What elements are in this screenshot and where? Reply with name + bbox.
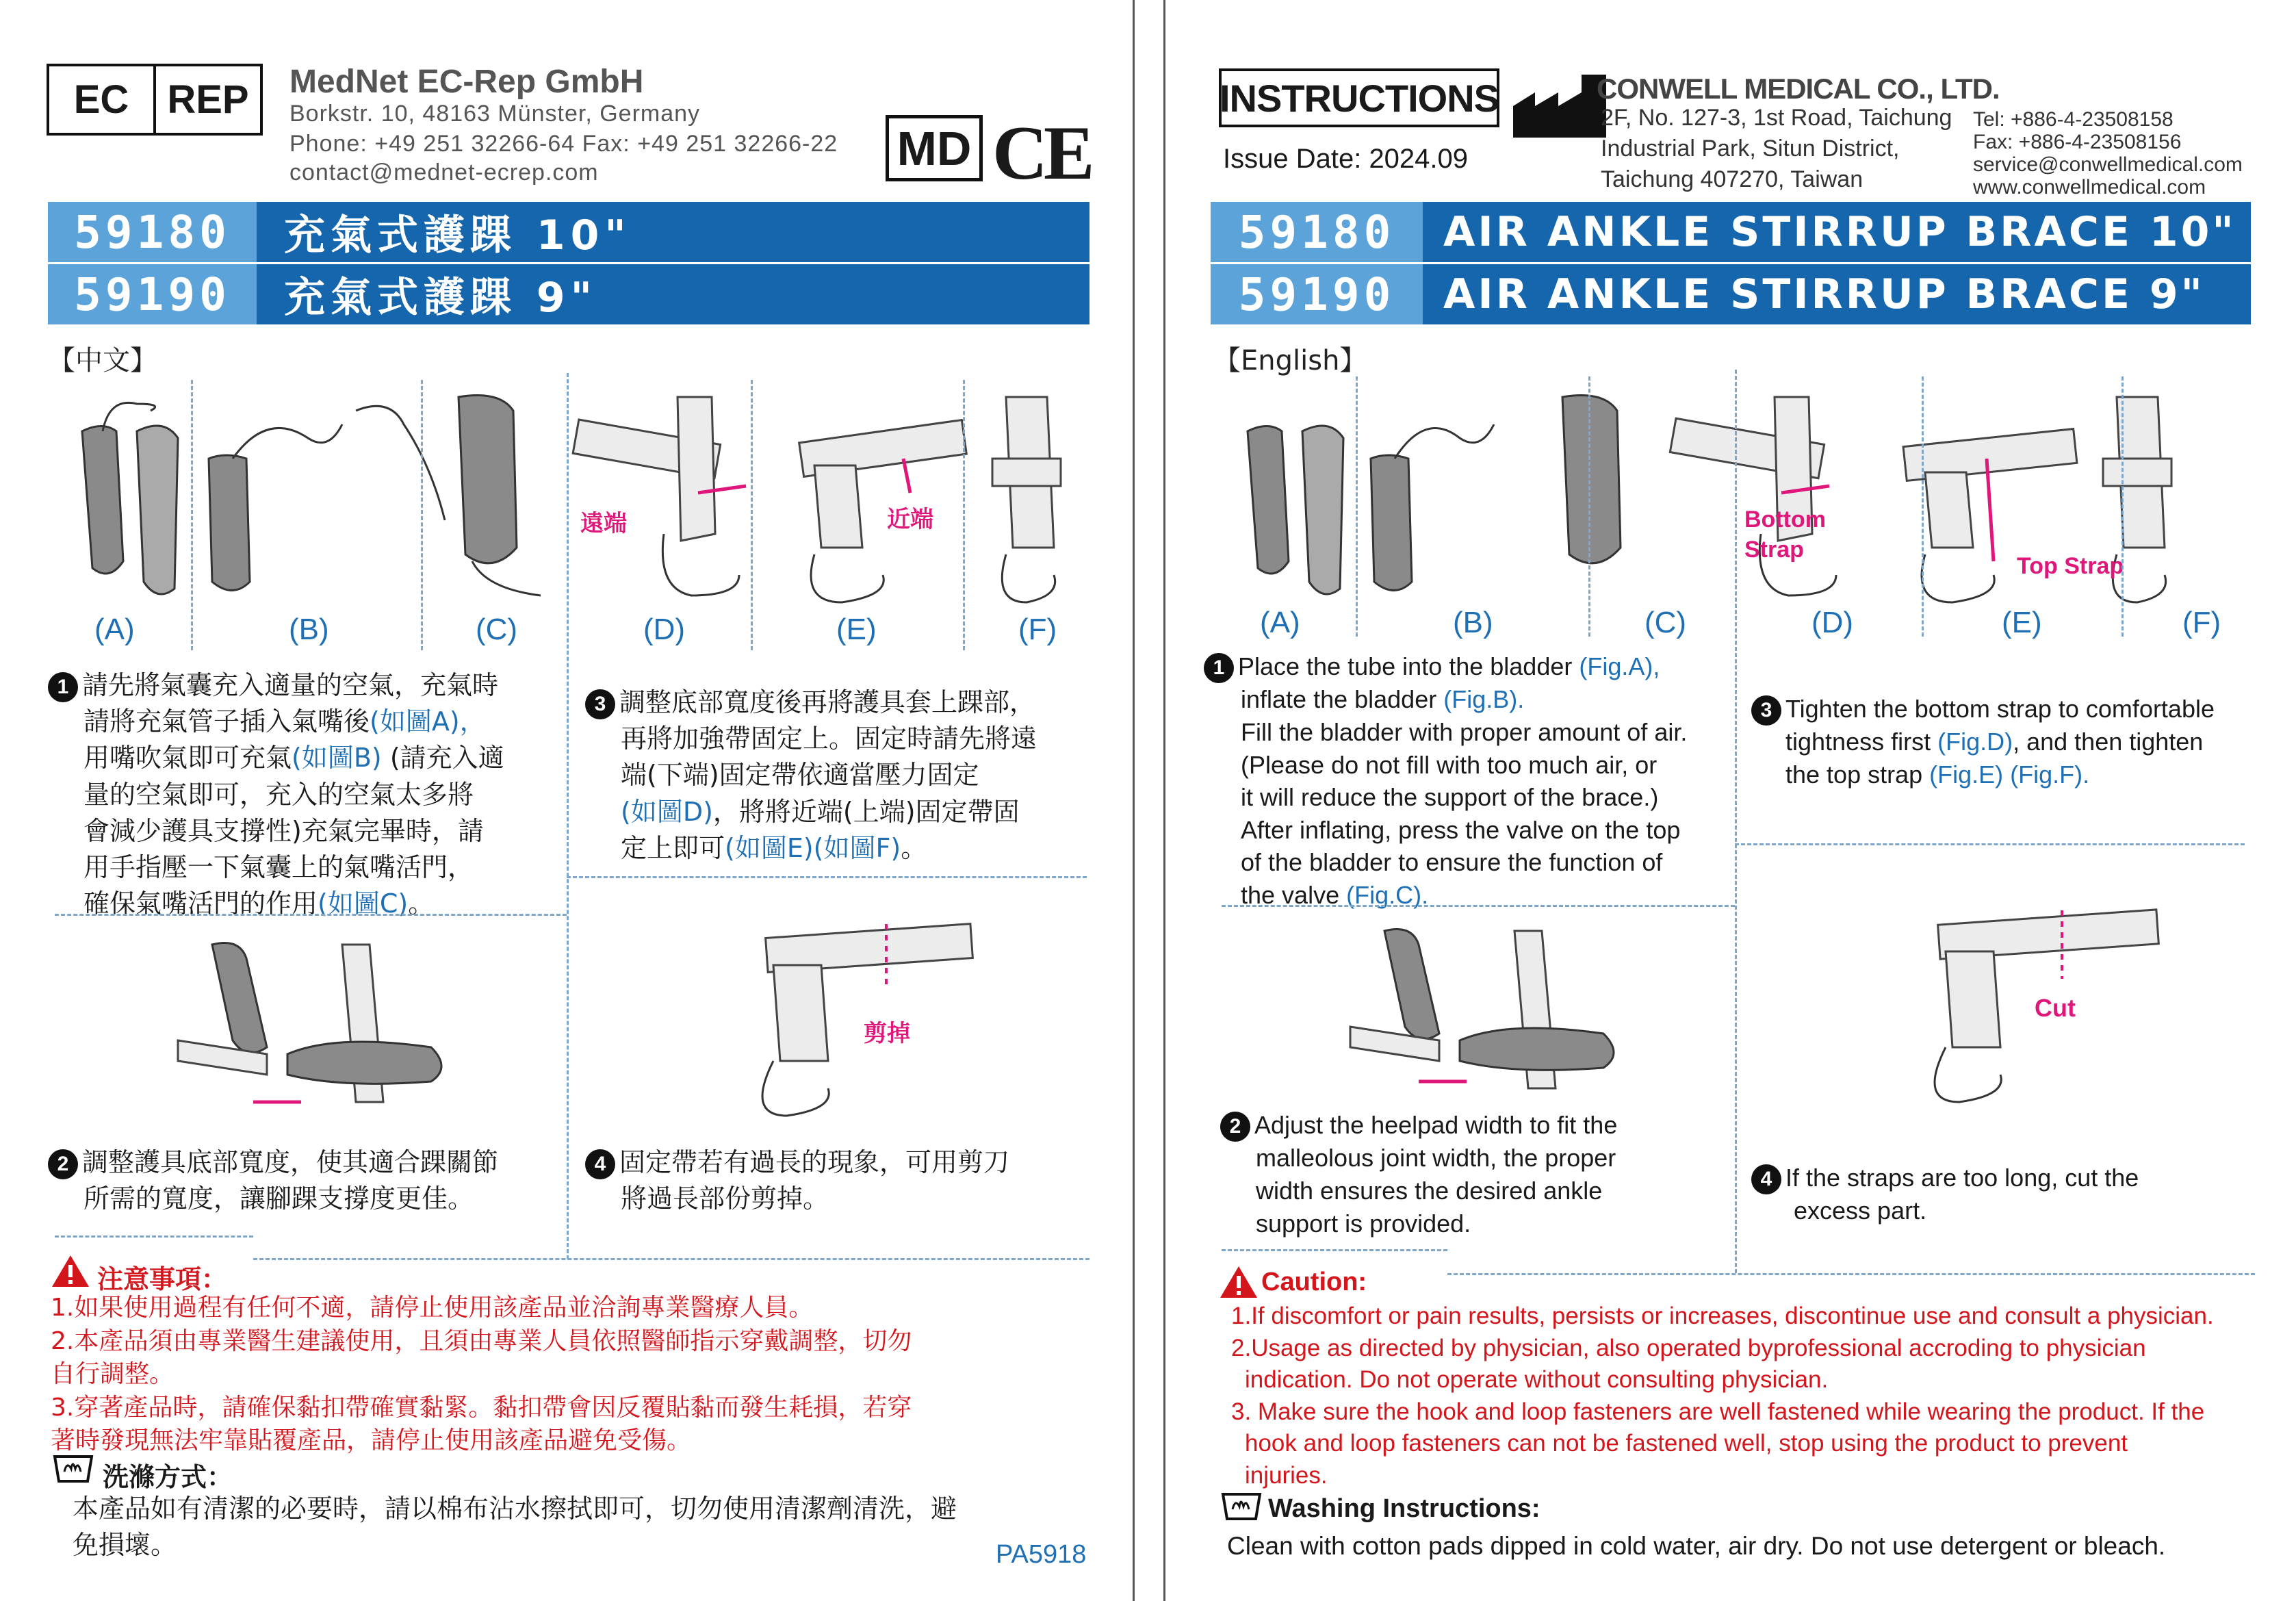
column-divider	[1735, 370, 1737, 1273]
step-1-line: (Please do not fill with too much air, or	[1241, 750, 1657, 779]
caution-item: 2.本產品須由專業醫生建議使用，且須由專業人員依照醫師指示穿戴調整，切勿	[51, 1327, 912, 1355]
figure-label-f: (F)	[2182, 606, 2221, 639]
step-number: 4	[585, 1149, 615, 1179]
figure-label-e: (E)	[836, 613, 877, 646]
washing-line: 免損壞。	[73, 1530, 177, 1561]
figure-label-b: (B)	[289, 613, 329, 646]
step-1-line: 確保氣嘴活門的作用	[83, 888, 318, 919]
product-band-59190	[1211, 264, 2251, 324]
page-gap	[1135, 0, 1163, 1601]
section-divider	[1222, 1249, 1447, 1251]
heelpad-adjust-illustration	[1337, 917, 1665, 1109]
step-number: 2	[48, 1149, 78, 1179]
step-number: 1	[1204, 653, 1234, 683]
address-line: Taichung 407270, Taiwan	[1601, 166, 1863, 192]
figure-label-a: (A)	[1260, 606, 1300, 639]
figure-reference: (Fig.D)	[1937, 728, 2013, 756]
figure-reference: (Fig.E) (Fig.F).	[1929, 760, 2090, 789]
figure-divider	[1588, 376, 1590, 637]
ec-rep-name: MedNet EC-Rep GmbH	[289, 64, 644, 100]
washing-text: Clean with cotton pads dipped in cold water, air dry. Do not use detergent or bleach.	[1227, 1532, 2166, 1560]
figure-b-illustration	[1371, 424, 1494, 591]
caution-item: 3. Make sure the hook and loop fasteners are well fastened while wearing the product. If the	[1231, 1398, 2205, 1425]
section-divider	[55, 914, 567, 916]
figure-divider	[751, 380, 753, 650]
washing-title: 洗滌方式：	[103, 1462, 233, 1492]
step-number: 4	[1751, 1164, 1781, 1194]
caution-title: 注意事項：	[97, 1264, 228, 1294]
heelpad-adjust-illustration	[164, 931, 493, 1123]
step-4-line: 將過長部份剪掉。	[621, 1183, 829, 1214]
step-4	[1751, 1162, 2258, 1227]
figure-reference: (如圖A)，	[370, 706, 486, 737]
section-divider	[567, 876, 1087, 878]
caution-title: Caution:	[1261, 1268, 1367, 1296]
contact-line: Tel: +886-4-23508158	[1973, 108, 2174, 131]
figure-reference: (如圖B)	[292, 743, 382, 773]
callout-top-strap: Top Strap	[2017, 553, 2124, 579]
caution-list	[51, 1292, 1118, 1458]
language-label: 【English】	[1213, 345, 1367, 376]
section-divider	[253, 1258, 1089, 1260]
caution-item: 1.If discomfort or pain results, persists or increases, discontinue use and consult a physician.	[1231, 1303, 2214, 1329]
section-divider	[55, 1235, 253, 1238]
step-2-line: 所需的寬度，讓腳踝支撐度更佳。	[83, 1183, 474, 1214]
caution-list	[1231, 1301, 2285, 1491]
step-1	[1204, 650, 1731, 911]
step-number: 3	[585, 689, 615, 719]
step-3-line: tightness first	[1785, 728, 1938, 756]
step-1-line: inflate the bladder	[1241, 685, 1444, 714]
step-1-line: the valve	[1241, 880, 1347, 909]
callout-proximal: 近端	[887, 506, 933, 533]
product-name: AIR ANKLE STIRRUP BRACE 10"	[1423, 202, 2251, 262]
step-3-line: 端(下端)固定帶依適當壓力固定	[621, 760, 979, 791]
step-3	[585, 684, 1105, 867]
section-divider	[1447, 1273, 2255, 1275]
figure-label-d: (D)	[643, 613, 686, 646]
step-1-line: 會減少護具支撐性)充氣完畢時，請	[83, 815, 484, 846]
contact-line: www.conwellmedical.com	[1973, 176, 2206, 198]
product-code: 59190	[1211, 264, 1423, 324]
chinese-instructions-panel	[0, 0, 1135, 1601]
contact-line: Fax: +886-4-23508156	[1973, 131, 2182, 153]
figure-a-illustration	[1248, 426, 1343, 594]
step-1-line: 用嘴吹氣即可充氣	[83, 743, 292, 773]
figure-reference: (Fig.A),	[1579, 652, 1660, 680]
step-1-line: 用手指壓一下氣囊上的氣嘴活門，	[83, 851, 474, 882]
figure-reference: (Fig.C).	[1346, 880, 1429, 909]
figure-d-illustration	[1670, 397, 1836, 595]
step-number: 3	[1751, 695, 1781, 726]
step-3-line: , and then tighten	[2013, 728, 2204, 756]
product-name: AIR ANKLE STIRRUP BRACE 9"	[1423, 264, 2251, 324]
hand-wash-icon	[52, 1451, 94, 1485]
product-code: 59180	[1211, 202, 1423, 262]
figure-divider	[1356, 376, 1358, 637]
ec-rep-address: Borkstr. 10, 48163 Münster, Germany	[289, 101, 701, 127]
figure-label-c: (C)	[1644, 606, 1687, 639]
step-3-line: 再將加強帶固定上。固定時請先將遠	[621, 723, 1037, 754]
step-number: 2	[1220, 1112, 1250, 1142]
ec-label: EC	[49, 66, 156, 133]
washing-text	[73, 1491, 1106, 1563]
figure-reference: (如圖E)(如圖F)	[725, 832, 901, 863]
product-code: 59180	[48, 202, 257, 262]
caution-item: 自行調整。	[51, 1360, 175, 1389]
company-name: CONWELL MEDICAL CO., LTD.	[1597, 73, 2000, 105]
company-contact	[1973, 108, 2243, 198]
step-1-line: After inflating, press the valve on the top	[1241, 815, 1681, 844]
figure-d-illustration	[573, 397, 739, 595]
figure-reference: (Fig.B).	[1443, 685, 1525, 714]
step-3	[1751, 693, 2278, 791]
product-band-59180	[48, 202, 1089, 262]
figure-label-f: (F)	[1018, 613, 1057, 646]
step-2	[1220, 1109, 1727, 1240]
callout-distal: 遠端	[580, 510, 627, 537]
figure-divider	[1922, 376, 1924, 637]
figure-e-illustration	[799, 420, 967, 602]
figure-label-d: (D)	[1811, 606, 1854, 639]
language-label: 【中文】	[48, 345, 157, 376]
figure-c-illustration	[1562, 396, 1621, 563]
step-1-line: 量的空氣即可，充入的空氣太多將	[83, 779, 474, 810]
step-2-line: support is provided.	[1256, 1209, 1471, 1238]
figure-f-illustration	[992, 397, 1061, 602]
figure-divider	[191, 380, 193, 650]
step-1-line: 請先將氣囊充入適量的空氣，充氣時	[82, 670, 499, 700]
step-1	[48, 667, 561, 922]
english-instructions-panel	[1163, 0, 2296, 1601]
figure-c-illustration	[459, 396, 541, 596]
hand-wash-icon	[1220, 1489, 1263, 1523]
figure-label-b: (B)	[1453, 606, 1493, 639]
step-3-line: 調整底部寬度後再將護具套上踝部，	[619, 687, 1036, 717]
ec-rep-email: contact@mednet-ecrep.com	[289, 159, 599, 185]
address-line: 2F, No. 127-3, 1st Road, Taichung	[1601, 105, 1952, 131]
step-1-line: it will reduce the support of the brace.)	[1241, 783, 1659, 812]
callout-cut: Cut	[2035, 994, 2076, 1022]
figure-reference: (如圖C)	[318, 888, 409, 919]
step-4-line: excess part.	[1794, 1196, 1927, 1225]
figure-b-illustration	[209, 406, 445, 590]
caution-item: indication. Do not operate without consulting physician.	[1245, 1366, 1829, 1394]
figure-label-c: (C)	[476, 613, 518, 646]
product-code: 59190	[48, 264, 257, 324]
strap-cut-illustration	[684, 910, 999, 1129]
md-mark-icon: MD	[886, 115, 983, 181]
step-2-line: malleolous joint width, the proper	[1256, 1144, 1616, 1173]
callout-cut: 剪掉	[864, 1020, 910, 1047]
step-3-line: 定上即可	[621, 832, 725, 863]
ce-mark-icon: CE	[992, 111, 1091, 196]
address-line: Industrial Park, Situn District,	[1601, 135, 1900, 162]
step-4-line: 固定帶若有過長的現象，可用剪刀	[619, 1147, 1010, 1177]
step-1-line: Place the tube into the bladder	[1238, 652, 1579, 680]
ec-rep-symbol	[47, 64, 263, 136]
instructions-label: INSTRUCTIONS	[1219, 68, 1499, 127]
step-2-line: 調整護具底部寬度，使其適合踝關節	[82, 1147, 499, 1177]
step-3-line: 。	[901, 832, 927, 863]
company-address	[1601, 103, 1952, 195]
step-2-line: width ensures the desired ankle	[1256, 1177, 1603, 1205]
figure-divider	[421, 380, 423, 650]
step-3-line: the top strap	[1785, 760, 1930, 789]
ec-rep-phone: Phone: +49 251 32266-64 Fax: +49 251 32266-22	[289, 131, 838, 157]
figure-label-a: (A)	[94, 613, 135, 646]
step-number: 1	[48, 672, 78, 702]
caution-item: hook and loop fasteners can not be fastened well, stop using the product to prevent	[1245, 1430, 2128, 1457]
step-1-line: of the bladder to ensure the function of	[1241, 848, 1663, 877]
warning-triangle-icon	[51, 1254, 90, 1288]
caution-item: 3.穿著產品時，請確保黏扣帶確實黏緊。黏扣帶會因反覆貼黏而發生耗損，若穿	[51, 1393, 912, 1422]
figure-divider	[2121, 376, 2124, 637]
step-3-line: ，將將近端(上端)固定帶固	[712, 796, 1020, 827]
caution-item: 2.Usage as directed by physician, also operated byprofessional accroding to physician	[1231, 1334, 2146, 1361]
step-4-line: If the straps are too long, cut the	[1785, 1164, 2139, 1192]
step-1-line: 。	[408, 888, 435, 919]
figure-a-illustration	[82, 402, 178, 594]
step-2-line: Adjust the heelpad width to fit the	[1254, 1111, 1618, 1139]
figure-divider	[963, 380, 965, 650]
column-divider	[567, 373, 569, 1259]
figure-reference: (如圖D)	[621, 796, 713, 827]
figure-label-e: (E)	[2002, 606, 2042, 639]
step-1-line: 請將充氣管子插入氣嘴後	[83, 706, 370, 737]
section-divider	[1735, 843, 2245, 845]
rep-label: REP	[167, 77, 249, 122]
caution-item: injuries.	[1245, 1461, 1328, 1489]
caution-item: 著時發現無法牢靠貼覆產品，請停止使用該產品避免受傷。	[51, 1426, 692, 1455]
warning-triangle-icon	[1219, 1265, 1259, 1299]
contact-line: service@conwellmedical.com	[1973, 153, 2243, 176]
callout-bottom-strap: Bottom Strap	[1744, 507, 1826, 563]
product-band-59190	[48, 264, 1089, 324]
illustration-row	[62, 383, 1102, 616]
section-divider	[1222, 905, 1735, 907]
step-4	[585, 1144, 1105, 1217]
product-band-59180	[1211, 202, 2251, 262]
washing-title: Washing Instructions:	[1268, 1494, 1540, 1523]
step-1-line: (請充入適	[381, 743, 504, 773]
washing-line: 本產品如有清潔的必要時，請以棉布沾水擦拭即可，切勿使用清潔劑清洗，避	[73, 1494, 957, 1524]
caution-item: 1.如果使用過程有任何不適，請停止使用該產品並洽詢專業醫療人員。	[51, 1294, 814, 1322]
document-code: PA5918	[996, 1540, 1087, 1569]
step-3-line: Tighten the bottom strap to comfortable	[1785, 695, 2215, 723]
step-2	[48, 1144, 561, 1217]
product-name: 充氣式護踝 10"	[257, 202, 1089, 262]
step-1-line: Fill the bladder with proper amount of air.	[1241, 718, 1688, 746]
issue-date: Issue Date: 2024.09	[1223, 144, 1469, 174]
product-name: 充氣式護踝 9"	[257, 264, 1089, 324]
